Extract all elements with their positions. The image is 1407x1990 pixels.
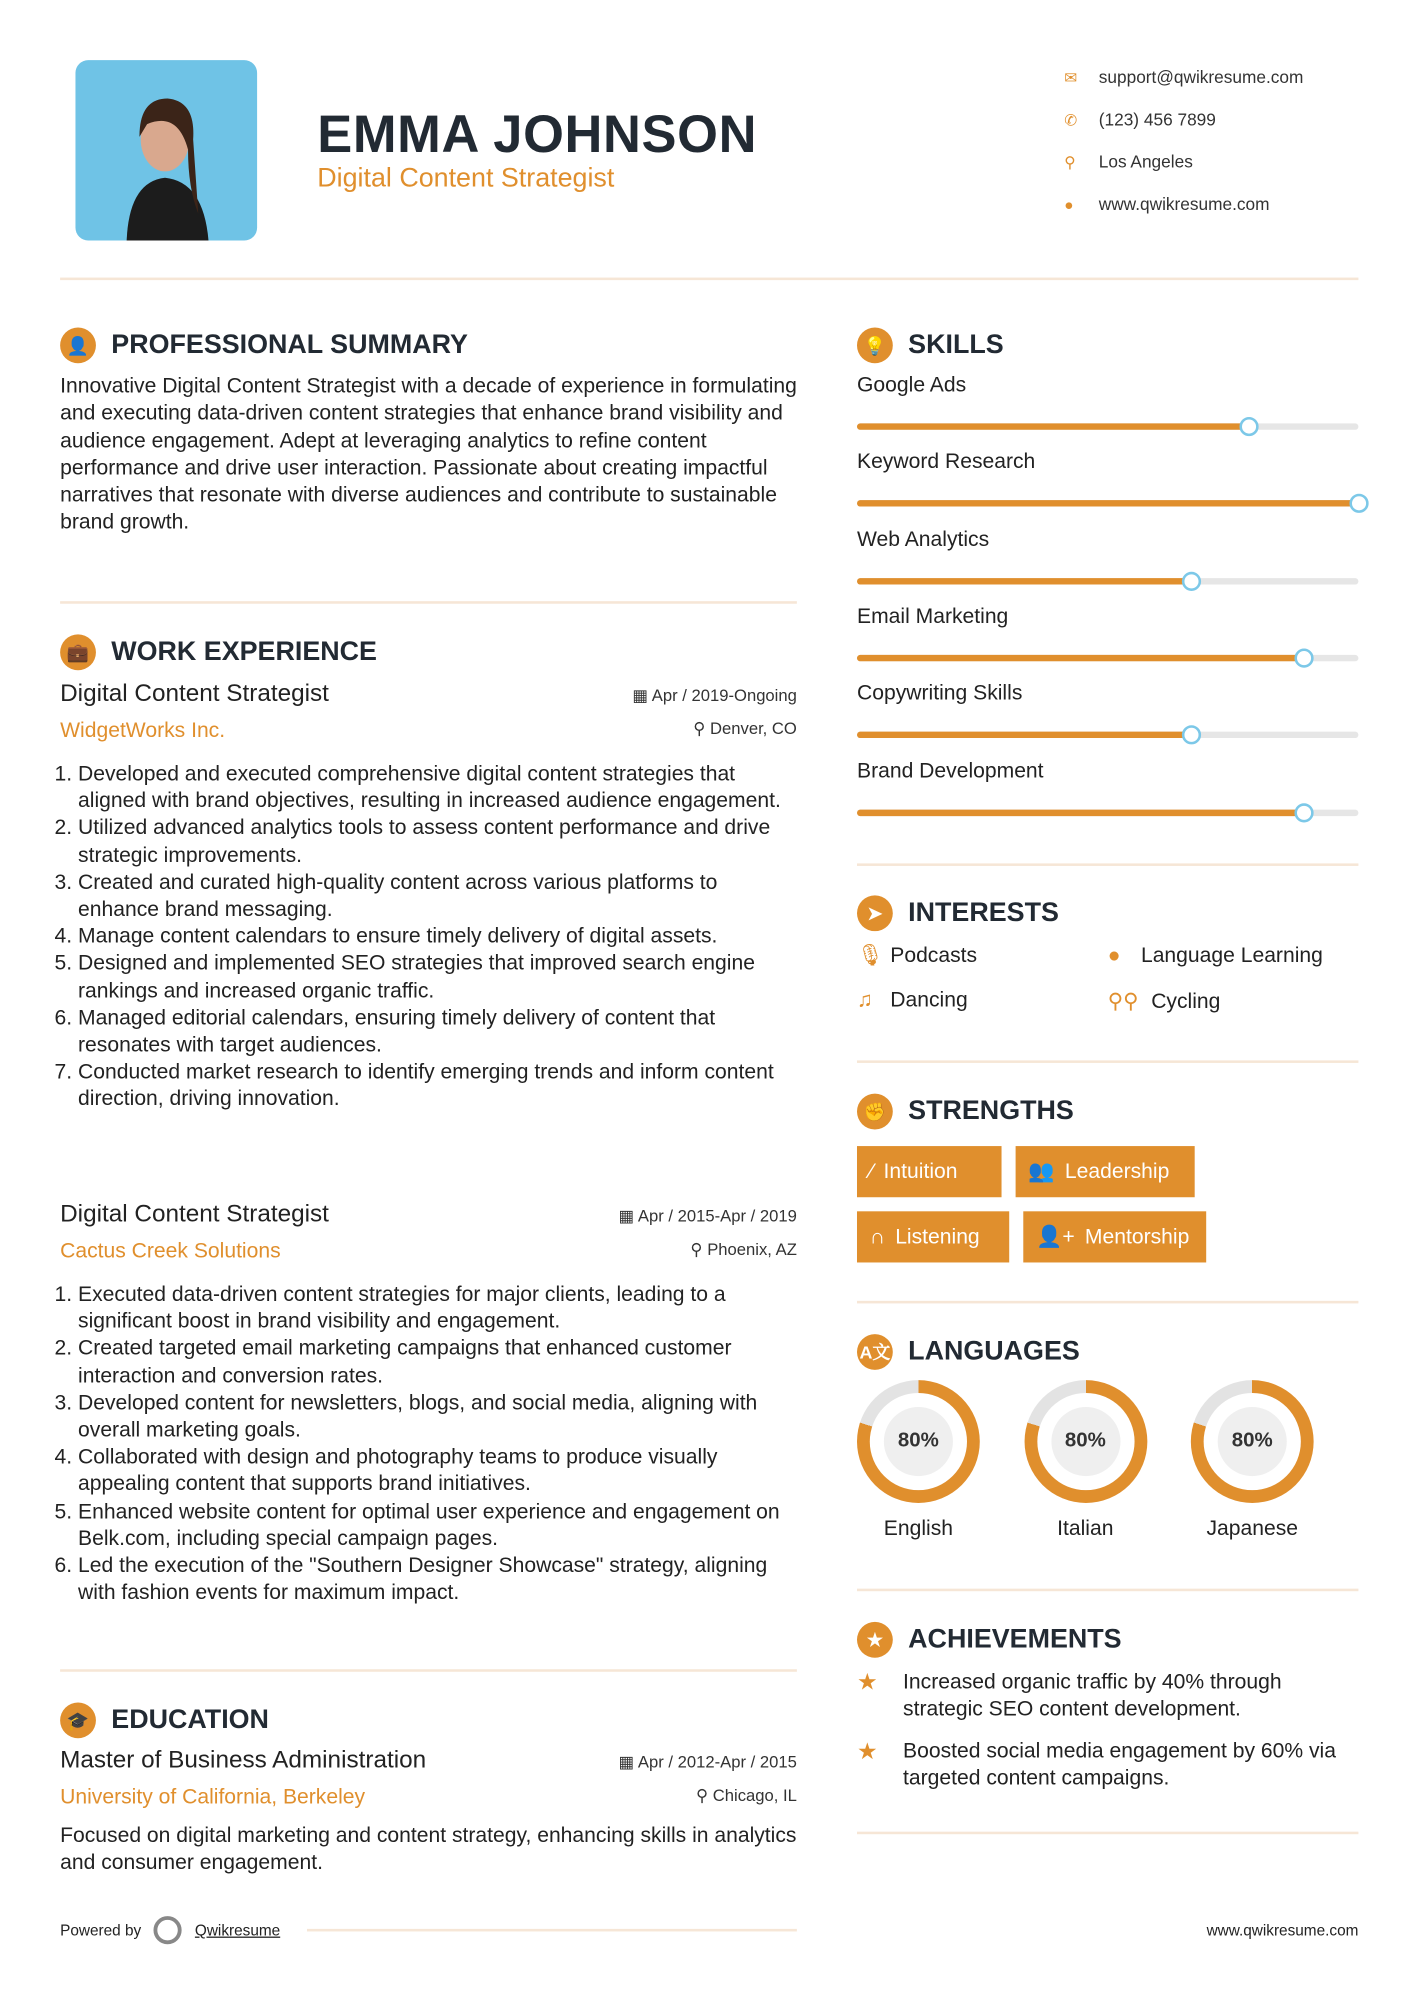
duty-item: 2. Created targeted email marketing campaigns that enhanced customer interaction and conversion rates.	[78, 1336, 797, 1390]
graduation-cap-icon: 🎓	[60, 1702, 96, 1738]
interest-item: ● Language Learning	[1107, 943, 1323, 967]
language-percent: 80%	[1218, 1407, 1287, 1476]
divider	[60, 278, 1358, 281]
job-company: Cactus Creek Solutions	[60, 1239, 281, 1263]
calendar-icon: ▦	[632, 685, 652, 705]
duty-item: 3. Developed content for newsletters, blogs, and social media, aligning with overall marketing goals.	[78, 1390, 797, 1444]
divider	[857, 1589, 1358, 1592]
skill-bar-knob	[1181, 725, 1200, 744]
music-icon: ♫	[856, 988, 873, 1012]
education-location: Chicago, IL	[712, 1785, 797, 1805]
pin-icon: ⚲	[693, 718, 711, 739]
duty-item: 2. Utilized advanced analytics tools to assess content performance and drive strategic improvements.	[78, 815, 797, 869]
degree: Master of Business Administration	[60, 1747, 427, 1775]
divider	[857, 863, 1358, 866]
skill-bar-knob	[1349, 494, 1368, 513]
skill-bar-knob	[1294, 803, 1313, 822]
summary-text: Innovative Digital Content Strategist with a decade of experience in formulating and executing data-driven content strategies that enhance brand visibility and audience engagement. Adept at leveraging analytics to refine content performance and drive user interaction. Passionate about creating impactful narratives that resonate with diverse audiences and contribute to sustainable brand growth.	[60, 374, 797, 535]
bicycle-icon: ⚲⚲	[1107, 990, 1139, 1014]
education-date: Apr / 2012-Apr / 2015	[637, 1752, 797, 1772]
interests-heading: ➤ INTERESTS	[857, 895, 1059, 931]
skill-item	[857, 759, 1358, 815]
job-company: WidgetWorks Inc.	[60, 718, 226, 742]
duty-item: 6. Managed editorial calendars, ensuring timely delivery of content that resonates with target audiences.	[78, 1005, 797, 1059]
education-heading: 🎓 EDUCATION	[60, 1702, 269, 1738]
job-location: Denver, CO	[710, 718, 797, 739]
user-plus-icon: 👤+	[1036, 1224, 1075, 1248]
contact-email[interactable]: ✉ support@qwikresume.com	[1064, 67, 1304, 87]
strength-tag: ∩ Listening	[857, 1211, 1009, 1262]
duty-item: 4. Collaborated with design and photography teams to produce visually appealing content that supports brand initiatives.	[78, 1444, 797, 1498]
skill-label: Google Ads	[856, 373, 967, 397]
job-title: Digital Content Strategist	[60, 680, 329, 708]
candidate-name: EMMA JOHNSON	[317, 104, 758, 164]
qwikresume-logo-icon	[154, 1916, 182, 1944]
school: University of California, Berkeley	[60, 1785, 366, 1809]
divider	[307, 1929, 797, 1932]
translate-icon: A文	[857, 1334, 893, 1370]
education-text: Focused on digital marketing and content strategy, enhancing skills in analytics and consumer engagement.	[60, 1823, 797, 1875]
language-label: English	[883, 1517, 954, 1541]
skill-bar-fill	[857, 501, 1358, 507]
skill-bar	[857, 809, 1358, 815]
job-title: Digital Content Strategist	[60, 1201, 329, 1228]
summary-heading: 👤 PROFESSIONAL SUMMARY	[60, 327, 468, 363]
achievements-heading: ★ ACHIEVEMENTS	[857, 1622, 1122, 1658]
contact-website[interactable]: ● www.qwikresume.com	[1064, 194, 1270, 214]
star-icon: ★	[856, 1738, 878, 1764]
job-duties	[60, 761, 797, 1114]
language-ring	[1191, 1380, 1314, 1503]
contact-list	[1064, 56, 1303, 225]
achievement-item: ★ Boosted social media engagement by 60% via targeted content campaigns.	[857, 1738, 1358, 1792]
map-marker-icon: ⚲	[1064, 152, 1076, 171]
skill-bar	[857, 501, 1358, 507]
job-date: Apr / 2019-Ongoing	[651, 685, 797, 705]
skill-item	[857, 682, 1358, 738]
qwikresume-link[interactable]: Qwikresume	[194, 1921, 281, 1940]
job-duties	[60, 1282, 797, 1607]
candidate-title: Digital Content Strategist	[317, 163, 615, 194]
briefcase-icon: 💼	[60, 634, 96, 670]
paper-plane-icon: ➤	[857, 895, 893, 931]
experience-heading: 💼 WORK EXPERIENCE	[60, 634, 377, 670]
duty-item: 1. Executed data-driven content strategies for major clients, leading to a significant boost in brand visibility and engagement.	[78, 1282, 797, 1336]
strength-tag: 👤+ Mentorship	[1023, 1211, 1206, 1262]
phone-icon: ✆	[1064, 110, 1078, 129]
divider	[60, 601, 797, 604]
language-label: Italian	[1057, 1517, 1114, 1541]
skill-bar	[857, 732, 1358, 738]
calendar-icon: ▦	[618, 1206, 638, 1226]
education-entry	[60, 1747, 797, 1877]
star-icon: ★	[856, 1669, 878, 1695]
skill-bar-fill	[857, 809, 1303, 815]
skill-bar-fill	[857, 423, 1248, 429]
skill-label: Brand Development	[856, 759, 1044, 783]
pin-icon: ⚲	[690, 1239, 708, 1259]
language-percent: 80%	[884, 1407, 953, 1476]
magic-wand-icon: ⁄	[869, 1159, 874, 1183]
globe-icon: ●	[1064, 195, 1074, 213]
skill-item	[857, 605, 1358, 661]
divider	[857, 1832, 1358, 1835]
skill-bar-knob	[1239, 417, 1258, 436]
skill-label: Web Analytics	[856, 527, 990, 551]
skill-bar-fill	[857, 655, 1303, 661]
languages-heading: A文 LANGUAGES	[857, 1334, 1080, 1370]
skill-label: Copywriting Skills	[856, 682, 1023, 706]
skills-heading: 💡 SKILLS	[857, 327, 1004, 363]
calendar-icon: ▦	[618, 1752, 638, 1772]
language-ring	[1024, 1380, 1147, 1503]
duty-item: 7. Conducted market research to identify emerging trends and inform content direction, driving innovation.	[78, 1059, 797, 1113]
job-date: Apr / 2015-Apr / 2019	[637, 1206, 797, 1226]
skill-bar-fill	[857, 732, 1190, 738]
skill-item	[857, 373, 1358, 429]
achievement-item: ★ Increased organic traffic by 40% through strategic SEO content development.	[857, 1669, 1358, 1723]
headphones-icon: ∩	[869, 1224, 885, 1248]
duty-item: 3. Created and curated high-quality content across various platforms to enhance brand messaging.	[78, 870, 797, 924]
profile-photo	[75, 60, 257, 240]
skill-label: Keyword Research	[856, 450, 1036, 474]
language-ring	[857, 1380, 980, 1503]
users-icon: 👥	[1028, 1159, 1055, 1183]
divider	[857, 1060, 1358, 1063]
duty-item: 1. Developed and executed comprehensive digital content strategies that aligned with brand objectives, resulting in increased audience engagement.	[78, 761, 797, 815]
job-entry	[60, 680, 797, 1113]
strengths-heading: ✊ STRENGTHS	[857, 1094, 1074, 1130]
fist-icon: ✊	[857, 1094, 893, 1130]
strength-tag: 👥 Leadership	[1016, 1146, 1195, 1197]
skill-bar	[857, 578, 1358, 584]
skill-item	[857, 451, 1358, 507]
contact-phone: ✆ (123) 456 7899	[1064, 110, 1216, 130]
contact-location: ⚲ Los Angeles	[1064, 152, 1193, 172]
skill-bar	[857, 423, 1358, 429]
language-percent: 80%	[1051, 1407, 1120, 1476]
interest-item: 🎙 Podcasts	[856, 943, 978, 967]
envelope-icon: ✉	[1064, 68, 1078, 87]
user-icon: 👤	[60, 327, 96, 363]
language-label: Japanese	[1206, 1517, 1299, 1541]
powered-by: Powered by Qwikresume	[60, 1916, 280, 1944]
job-entry	[60, 1201, 797, 1607]
divider	[857, 1301, 1358, 1304]
globe-icon: ●	[1107, 943, 1121, 967]
skill-item	[857, 528, 1358, 584]
divider	[60, 1669, 797, 1672]
skill-label: Email Marketing	[856, 604, 1009, 628]
job-location: Phoenix, AZ	[707, 1239, 797, 1259]
strength-tag: ⁄ Intuition	[857, 1146, 1002, 1197]
duty-item: 4. Manage content calendars to ensure timely delivery of digital assets.	[78, 924, 797, 951]
duty-item: 5. Designed and implemented SEO strategies that improved search engine rankings and increased organic traffic.	[78, 951, 797, 1005]
pin-icon: ⚲	[695, 1785, 713, 1805]
interest-item: ⚲⚲ Cycling	[1107, 989, 1221, 1014]
skill-bar	[857, 655, 1358, 661]
skill-bar-fill	[857, 578, 1190, 584]
footer-url[interactable]: www.qwikresume.com	[1206, 1921, 1359, 1940]
duty-item: 6. Led the execution of the "Southern Designer Showcase" strategy, aligning with fashion events for maximum impact.	[78, 1553, 797, 1607]
interest-item: ♫ Dancing	[856, 988, 968, 1012]
skill-bar-knob	[1181, 571, 1200, 590]
duty-item: 5. Enhanced website content for optimal user experience and engagement on Belk.com, including special campaign pages.	[78, 1499, 797, 1553]
skill-bar-knob	[1294, 648, 1313, 667]
star-badge-icon: ★	[857, 1622, 893, 1658]
lightbulb-icon: 💡	[857, 327, 893, 363]
microphone-icon: 🎙	[856, 943, 884, 967]
